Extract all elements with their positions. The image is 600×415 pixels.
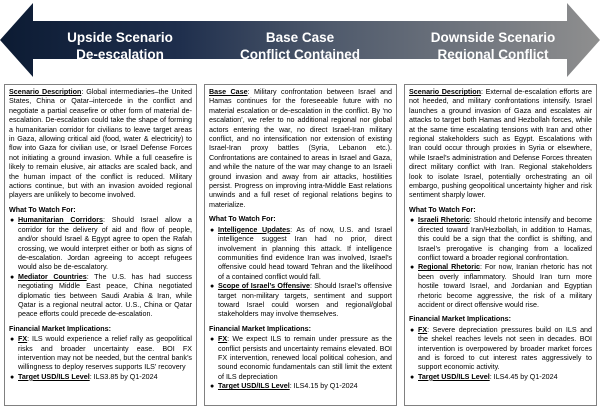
base-case-label <box>205 29 395 63</box>
watch-heading: What To Watch For: <box>409 205 476 214</box>
bullet-icon: ● <box>10 217 15 225</box>
upside-title: Upside Scenario <box>67 30 173 45</box>
bullet-icon: ● <box>410 373 415 381</box>
base-case-column <box>204 84 397 406</box>
upside-column <box>4 84 197 406</box>
list-item: ● Regional Rhetoric: For now, Iranian rhetoric has not been overly inflammatory. Should Iran turn more hostile toward Israel, and Jordanian and Egyptian rhetoric become aggressive, the risk of a military accident or direct offensive would rise. <box>410 263 592 309</box>
bullet-icon: ● <box>10 336 15 344</box>
bullet-icon: ● <box>10 273 15 281</box>
bullet-icon: ● <box>210 383 215 391</box>
bullet-icon: ● <box>410 217 415 225</box>
target-level: ● Target USD/ILS Level: ILS4.15 by Q1-2024 <box>210 382 358 391</box>
market-heading: Financial Market Implications: <box>9 324 111 333</box>
market-list <box>409 326 592 382</box>
list-item: ● Intelligence Updates: As of now, U.S. and Israel intelligence suggest Iran had no prior, direct involvement in planning this attack. If intelligence communities find evidence Iran was involved, Israel’s offensive could head toward Tehran and the likelihood of a contained conflict would fall. <box>210 225 392 281</box>
upside-scenario-label <box>35 29 205 63</box>
market-list <box>209 335 392 391</box>
market-heading: Financial Market Implications: <box>209 324 311 333</box>
upside-subtitle: De-escalation <box>76 47 164 62</box>
scenario-arrow <box>0 0 600 78</box>
market-list <box>9 335 192 382</box>
scenario-description: Base Case: Military confrontation between Israel and Hamas continues for the foreseeable future with no material escalation or de-escalation in the conflict. By ‘no escalation’, we refer to no additional regional nor global actors entering the war, no direct Israel-Iran military conflict, and no intensification nor extension of existing Israel-Iran proxy battles (Syria, Lebanon etc.). Confrontations are contained to areas in Israel and Gaza, and while the nature of the war may change to an Israeli ground invasion and away from air attacks, hostilities persist. Progress on improving intra-Middle East relations unwinds and a full reset of regional relations begins to materialize. <box>209 88 392 209</box>
target-level: ● Target USD/ILS Level: ILS3.85 by Q1-2024 <box>10 372 158 381</box>
watch-list <box>9 216 192 319</box>
bullet-icon: ● <box>10 373 15 381</box>
base-title: Base Case <box>265 30 335 45</box>
scenario-description: Scenario Description: Global intermediaries–the United States, China or Qatar–intercede in the conflict and negotiate a partial ceasefire or other form of material de-escalation. De-escalation could take the shape of forming a humanitarian corridor for civilians to leave target areas in Gaza, allowing critical aid (food, water & electricity) to flow into Gaza for civilian use, or Israel Defense Forces not initiating a ground invasion. While a full ceasefire is likely to remain elusive, air attacks are scaled back, and the human impact of the conflict is reduced. Military actions continue, but with an invasion avoided regional players are unlikely to become involved. <box>9 88 192 200</box>
target-level: ● Target USD/ILS Level: ILS4.45 by Q1-2024 <box>410 372 558 381</box>
list-item: ● Humanitarian Corridors: Should Israel allow a corridor for the delivery of aid and flow of people, and/or should Israel & Egypt agree to open the Rafah crossing, we would interpret either or both as signs of de-escalation. Jordan agreeing to accept refugees would also be de-escalatory. <box>10 216 192 272</box>
market-heading: Financial Market Implications: <box>409 315 511 324</box>
watch-list <box>209 226 392 320</box>
list-item: ● Scope of Israel’s Offensive: Should Israel’s offensive target non-military targets, sentiment and support toward Israel could worsen and regional/global stakeholders may involve themselves. <box>210 282 392 319</box>
downside-column <box>404 84 597 406</box>
watch-list <box>409 216 592 310</box>
list-item: ● FX: Severe depreciation pressures build on ILS and the shekel reaches levels not seen in decades. BOI intervention is overpowered by broader market forces and is forced to cut interest rates aggressively to support economic activity. <box>410 325 592 372</box>
list-item: ● Israeli Rhetoric: Should rhetoric intensify and become directed toward Iran/Hezbollah, in addition to Hamas, this could be a sign that the conflict is shifting, and Israel’s prerogative is changing from a localized conflict toward a broader regional confrontation. <box>410 216 592 262</box>
bullet-icon: ● <box>210 226 215 234</box>
list-item: ● FX: We expect ILS to remain under pressure as the conflict persists and uncertainty remains elevated. BOI FX intervention, renewed local political cohesion, and sound economic fundamentals can still limit the extent of ILS depreciation <box>210 335 392 381</box>
bullet-icon: ● <box>410 264 415 272</box>
bullet-icon: ● <box>210 283 215 291</box>
list-item: ● FX: ILS would experience a relief rally as geopolitical risks and broader uncertainty ease. BOI FX intervention may not be needed, but the central bank’s willingness to deploy reserves supports ILS’ recovery <box>10 335 192 372</box>
bullet-icon: ● <box>210 336 215 344</box>
base-subtitle: Conflict Contained <box>240 47 360 62</box>
downside-title: Downside Scenario <box>430 30 556 45</box>
list-item: ● Mediator Countries: The U.S. has had success negotiating Middle East peace, China negotiated diplomatic ties between Saudi Arabia & Iran, while Qatar is a regional neutral actor. U.S., China or Qatar peace efforts could precede de-escalation. <box>10 272 192 319</box>
scenario-description: Scenario Description: External de-escalation efforts are not heeded, and military confrontations intensify. Israel launches a ground invasion of Gaza and escalates air attacks to target both Hamas and Hezbollah forces, while at the same time escalating tensions with Iran and other regional stakeholders such as Egypt. Escalations with Iran could occur through proxies in Syria or elsewhere, while Israel’s administration and Defense Forces threaten direct military conflict with Iran. Regional stakeholders look to isolate Israel, potentially orchestrating an oil embargo, pushing geopolitical uncertainty higher and risk sentiment sharply lower. <box>409 88 592 200</box>
watch-heading: What To Watch For: <box>209 215 276 224</box>
downside-scenario-label <box>398 29 588 63</box>
watch-heading: What To Watch For: <box>9 205 76 214</box>
downside-subtitle: Regional Conflict <box>437 47 549 62</box>
bullet-icon: ● <box>410 326 415 334</box>
